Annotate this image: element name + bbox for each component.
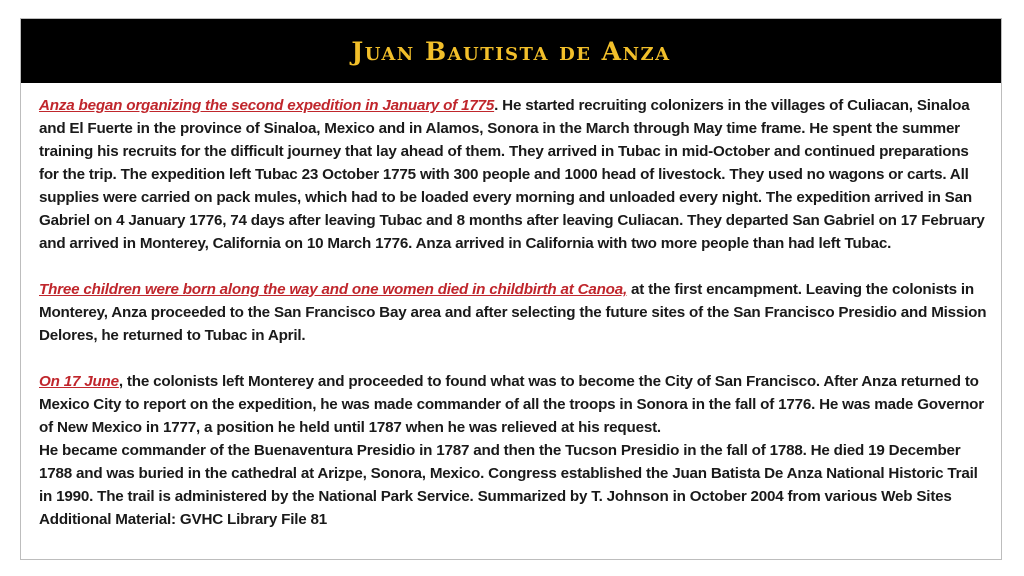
paragraph-text-june: , the colonists left Monterey and proceeded to found what was to become the City of San Francisco. After Anza returned to Mexico City to report on the expedition, he was made commander of all the troops in Sonora in the fall of 1776. He was made Governor of New Mexico in 1777, a position he held until 1787 when he was relieved at his request. — [39, 373, 984, 436]
paragraph-spacer — [39, 347, 989, 370]
paragraph-spacer — [39, 255, 989, 278]
lead-phrase-canoa: Three children were born along the way and one women died in childbirth at Canoa, — [39, 281, 628, 298]
body-text — [39, 94, 989, 531]
lead-phrase-expedition: Anza began organizing the second expedition in January of 1775 — [39, 97, 495, 114]
slide-title: Juan Bautista de Anza — [351, 36, 671, 66]
slide — [20, 18, 1002, 560]
paragraph-final — [39, 439, 989, 531]
paragraph-expedition — [39, 94, 989, 255]
title-bar — [21, 19, 1001, 83]
paragraph-text-canoa: at the first encampment. Leaving the colonists in Monterey, Anza proceeded to the San Francisco Bay area and after selecting the future sites of the San Francisco Presidio and Mission Delores, he returned to Tubac in April. — [39, 281, 987, 344]
paragraph-canoa — [39, 278, 989, 347]
paragraph-text-expedition: . He started recruiting colonizers in the villages of Culiacan, Sinaloa and El Fuerte in the province of Sinaloa, Mexico and in Alamos, Sonora in the March through May time frame. He spent the summer training his recruits for the difficult journey that lay ahead of them. They arrived in Tubac in mid-October and continued preparations for the trip. The expedition left Tubac 23 October 1775 with 300 people and 1000 head of livestock. They used no wagons or carts. All supplies were carried on pack mules, which had to be loaded every morning and unloaded every night. The expedition arrived in San Gabriel on 4 January 1776, 74 days after leaving Tubac and 8 months after leaving Culiacan. They departed San Gabriel on 17 February and arrived in Monterey, California on 10 March 1776. Anza arrived in California with two more people than had left Tubac. — [39, 97, 985, 252]
lead-phrase-june: On 17 June — [39, 373, 119, 390]
paragraph-june — [39, 370, 989, 439]
paragraph-text-final: He became commander of the Buenaventura Presidio in 1787 and then the Tucson Presidio in the fall of 1788. He died 19 December 1788 and was buried in the cathedral at Arizpe, Sonora, Mexico. Congress established the Juan Batista De Anza National Historic Trail in 1990. The trail is administered by the National Park Service. Summarized by T. Johnson in October 2004 from various Web Sites Additional Material: GVHC Library File 81 — [39, 442, 978, 528]
